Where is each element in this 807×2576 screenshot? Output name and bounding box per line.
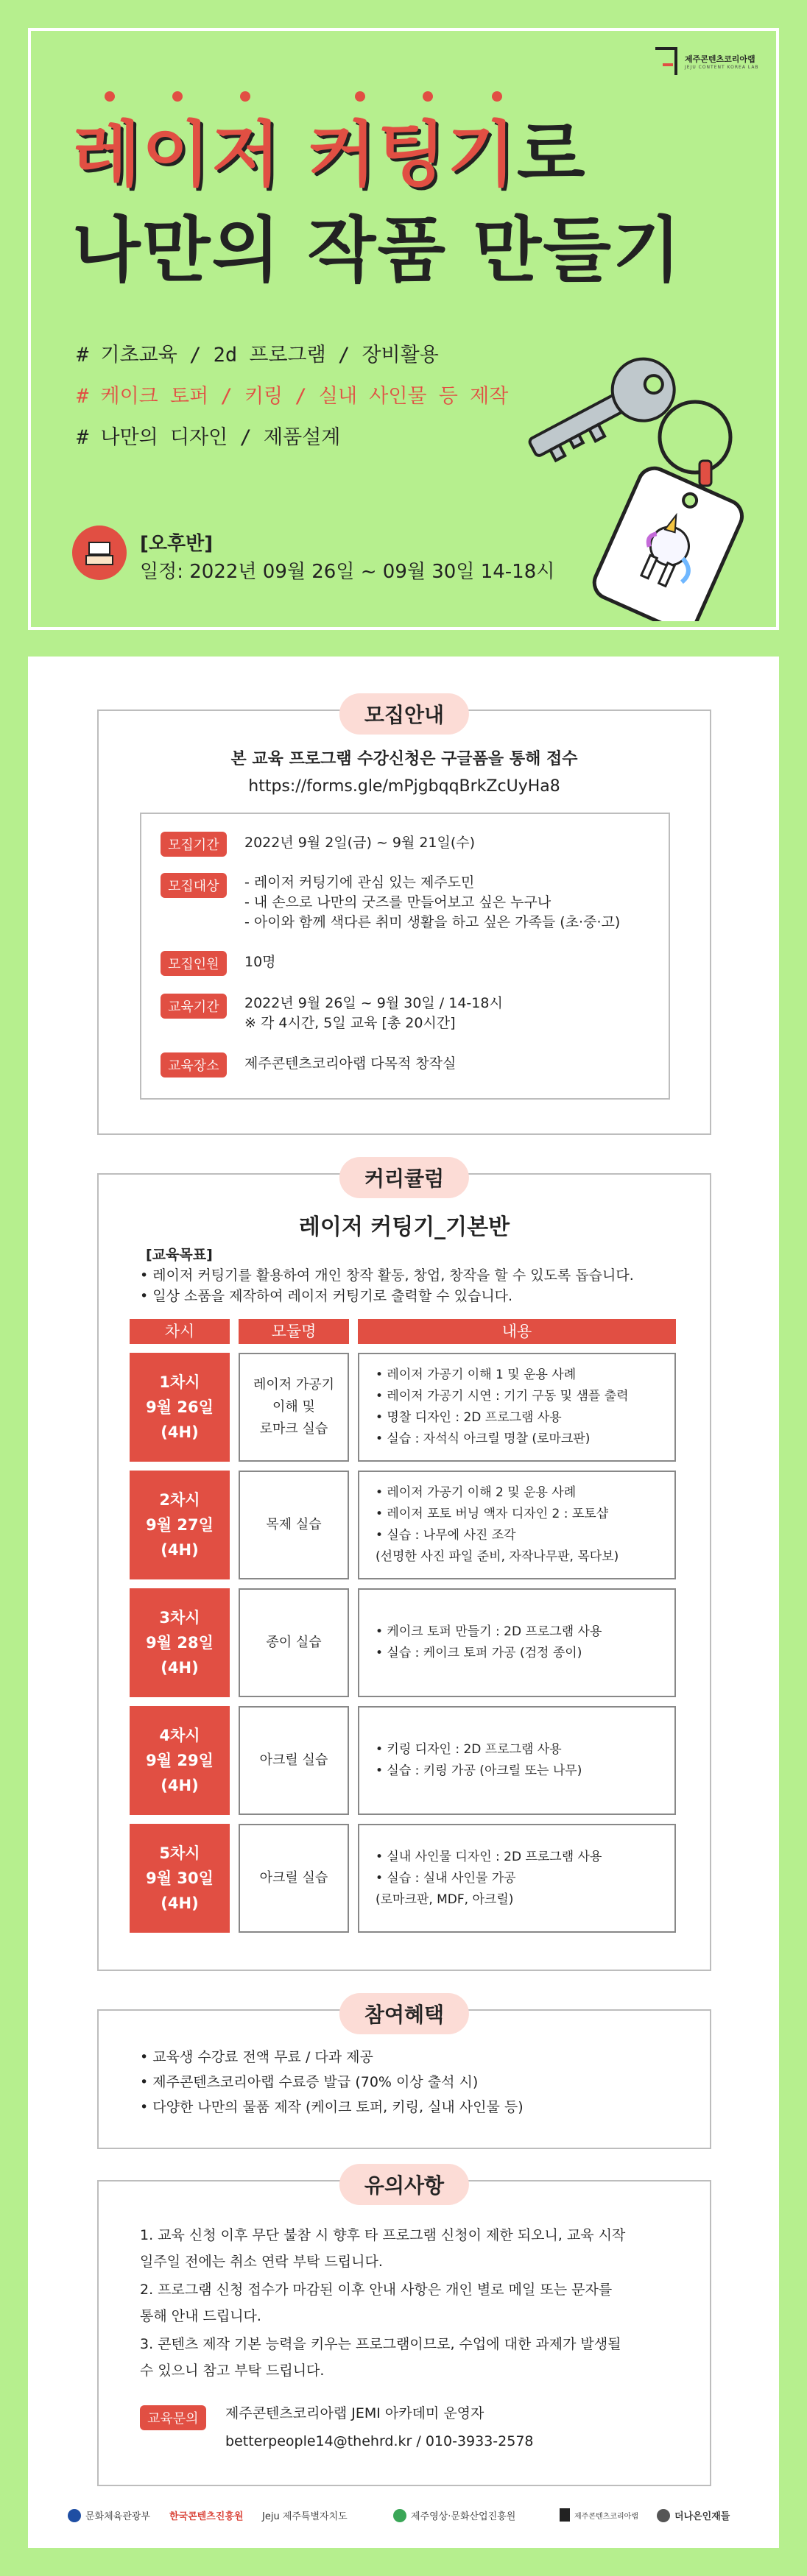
benefit-item: • 제주콘텐츠코리아랩 수료증 발급 (70% 이상 출석 시)	[140, 2074, 479, 2090]
recruit-details: 모집기간 2022년 9월 2일(금) ~ 9월 21일(수) 모집대상 - 레이저 커팅기에 관심 있는 제주도민 - 내 손으로 나만의 굿즈를 만들어보고 싶은 누구나 - 아이와 함께 색다른 취미 생활을 하고 싶은 가족들 (초·중·고) 모집인원 10명 교육기간 2022년 9월 26일 ~ 9월 30일 / 14-18시 ※ 각 4시간, 5일 교육 [총 20시간] 교육장소 제주콘텐츠코리아랩 다목적 창작실	[140, 813, 670, 1100]
recruit-count-label: 모집인원	[161, 951, 227, 976]
table-row-session: 2차시 9월 27일 (4H)	[130, 1471, 230, 1579]
thehrd-logo: 더나은인재들	[657, 2508, 730, 2522]
education-place-label: 교육장소	[161, 1052, 227, 1078]
contact-email-phone[interactable]: betterpeople14@thehrd.kr / 010-3933-2578	[225, 2433, 534, 2449]
table-row-content: • 케이크 토퍼 만들기 : 2D 프로그램 사용 • 실습 : 케이크 토퍼 가공 (검정 종이)	[358, 1588, 676, 1697]
table-row-module: 종이 실습	[239, 1588, 349, 1697]
session-date: 일정: 2022년 09월 26일 ~ 09월 30일 14-18시	[140, 561, 555, 583]
curriculum-title: 레이저 커팅기_기본반	[298, 1214, 510, 1240]
column-header-content: 내용	[358, 1319, 676, 1344]
table-row-session: 5차시 9월 30일 (4H)	[130, 1824, 230, 1933]
hashtag-line: # 나만의 디자인 / 제품설계	[77, 426, 341, 449]
unicorn-keychain-icon	[518, 327, 761, 621]
goal-item: • 레이저 커팅기를 활용하여 개인 창작 활동, 창업, 창작을 할 수 있도록 돕습니다.	[140, 1267, 634, 1284]
table-row-content: • 키링 디자인 : 2D 프로그램 사용 • 실습 : 키링 가공 (아크릴 또는 나무)	[358, 1706, 676, 1815]
table-row-content: • 실내 사인물 디자인 : 2D 프로그램 사용 • 실습 : 실내 사인물 가공 (로마크판, MDF, 아크릴)	[358, 1824, 676, 1933]
notice-line: 수 있으니 참고 부탁 드립니다.	[140, 2363, 325, 2379]
curriculum-section	[97, 1167, 711, 1971]
hashtag-line: # 기초교육 / 2d 프로그램 / 장비활용	[77, 344, 439, 367]
info-panel	[28, 657, 779, 2548]
table-row-session: 1차시 9월 26일 (4H)	[130, 1353, 230, 1462]
notice-line: 2. 프로그램 신청 접수가 마감된 이후 안내 사항은 개인 별로 메일 또는 문자를	[140, 2282, 613, 2298]
hashtag-line: # 케이크 토퍼 / 키링 / 실내 사인물 등 제작	[77, 385, 509, 408]
education-period-label: 교육기간	[161, 994, 227, 1019]
table-row-module: 아크릴 실습	[239, 1824, 349, 1933]
goal-label: [교육목표]	[146, 1247, 213, 1263]
dot-icon	[423, 91, 433, 102]
benefit-item: • 교육생 수강료 전액 무료 / 다과 제공	[140, 2049, 373, 2065]
logo-mark-icon	[655, 47, 677, 75]
taegeuk-icon	[68, 2509, 81, 2522]
benefit-item: • 다양한 나만의 물품 제작 (케이크 토퍼, 키링, 실내 사인물 등)	[140, 2099, 524, 2115]
laser-machine-icon	[72, 526, 127, 580]
table-row-session: 3차시 9월 28일 (4H)	[130, 1588, 230, 1697]
benefits-section	[97, 2003, 711, 2149]
agency-mark-icon	[393, 2509, 406, 2522]
decorative-dots	[31, 91, 546, 106]
table-row-content: • 레이저 가공기 이해 2 및 운용 사례 • 레이저 포토 버닝 액자 디자인 2 : 포토샵 • 실습 : 나무에 사진 조각 (선명한 사진 파일 준비, 자작나무판, 목다보)	[358, 1471, 676, 1579]
table-row-module: 레이저 가공기 이해 및 로마크 실습	[239, 1353, 349, 1462]
session-label: [오후반]	[140, 533, 214, 555]
column-header-module: 모듈명	[239, 1319, 349, 1344]
table-row-session: 4차시 9월 29일 (4H)	[130, 1706, 230, 1815]
notice-line: 3. 콘텐츠 제작 기본 능력을 키우는 프로그램이므로, 수업에 대한 과제가 발생될	[140, 2336, 621, 2352]
recruit-target-label: 모집대상	[161, 873, 227, 898]
kocca-logo: 한국콘텐츠진흥원	[169, 2511, 244, 2522]
contact-label: 교육문의	[140, 2405, 206, 2430]
hero-section	[28, 28, 779, 630]
column-header-session: 차시	[130, 1319, 230, 1344]
dot-icon	[355, 91, 365, 102]
curriculum-heading: 커리큘럼	[339, 1157, 469, 1198]
recruit-period-label: 모집기간	[161, 832, 227, 857]
jeju-province-logo: Jeju 제주특별자치도	[262, 2511, 348, 2522]
table-row-content: • 레이저 가공기 이해 1 및 운용 사례 • 레이저 가공기 시연 : 기기 구동 및 샘플 출력 • 명찰 디자인 : 2D 프로그램 사용 • 실습 : 자석식 아크릴 명찰 (로마크판)	[358, 1353, 676, 1462]
jeju-content-korea-lab-footer-logo: 제주콘텐츠코리아랩	[560, 2508, 638, 2522]
mcst-logo: 문화체육관광부	[68, 2508, 150, 2522]
dot-icon	[240, 91, 250, 102]
hero-title-line2: 나만의 작품 만들기	[72, 209, 683, 291]
logo-mark-icon	[560, 2508, 570, 2522]
hero-title-line1: 레이저 커팅기로	[72, 113, 587, 196]
thehrd-mark-icon	[657, 2509, 670, 2522]
table-row-module: 목제 실습	[239, 1471, 349, 1579]
notice-line: 일주일 전에는 취소 연락 부탁 드립니다.	[140, 2254, 383, 2270]
recruit-heading: 모집안내	[339, 693, 469, 735]
benefits-heading: 참여혜택	[339, 1993, 469, 2034]
jeju-content-korea-lab-logo: 제주콘텐츠코리아랩 JEJU CONTENT KOREA LAB	[655, 47, 758, 77]
notice-line: 1. 교육 신청 이후 무단 불참 시 향후 타 프로그램 신청이 제한 되오니, 교육 시작	[140, 2227, 626, 2243]
notice-line: 통해 안내 드립니다.	[140, 2308, 261, 2324]
form-link[interactable]: https://forms.gle/mPjgbqqBrkZcUyHa8	[248, 777, 560, 796]
contact-name: 제주콘텐츠코리아랩 JEMI 아카데미 운영자	[225, 2405, 484, 2421]
dot-icon	[105, 91, 115, 102]
notice-section	[97, 2173, 711, 2486]
table-row-module: 아크릴 실습	[239, 1706, 349, 1815]
jeju-culture-agency-logo: 제주영상·문화산업진흥원	[393, 2508, 515, 2522]
dot-icon	[172, 91, 183, 102]
notice-heading: 유의사항	[339, 2164, 469, 2205]
recruit-intro: 본 교육 프로그램 수강신청은 구글폼을 통해 접수	[230, 750, 578, 768]
recruit-section	[97, 703, 711, 1135]
dot-icon	[492, 91, 502, 102]
goal-item: • 일상 소품을 제작하여 레이저 커팅기로 출력할 수 있습니다.	[140, 1288, 513, 1304]
